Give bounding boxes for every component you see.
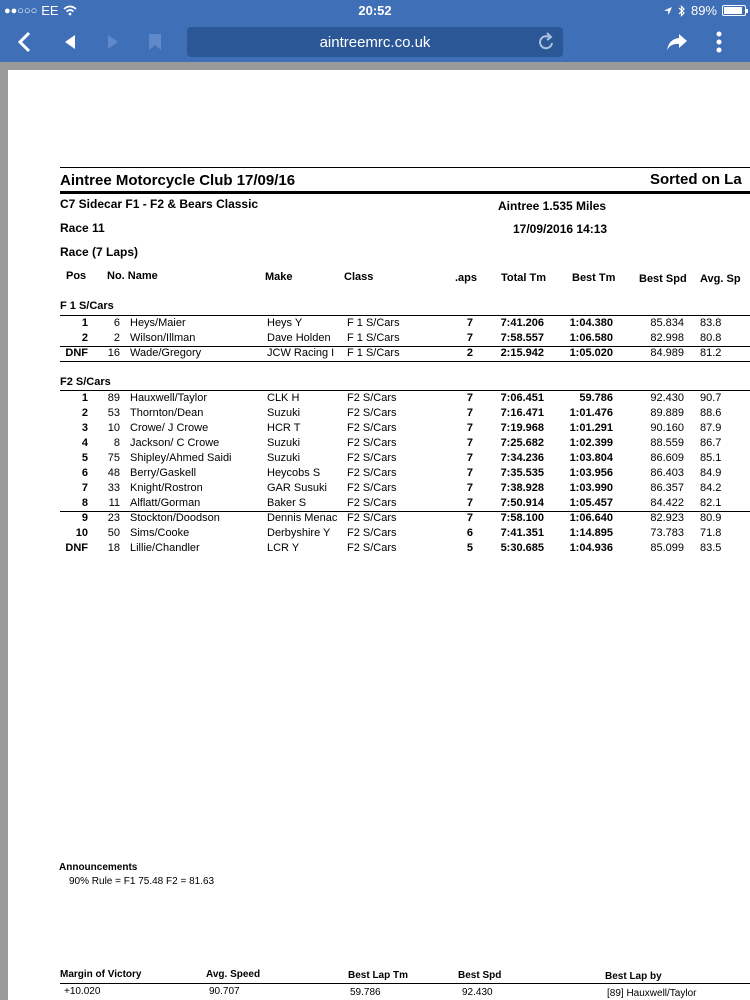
footer-best-lap-value: 59.786 [350,987,381,998]
cell-best: 1:01.476 [569,407,613,419]
cell-name: Wade/Gregory [130,347,202,359]
top-rule [60,167,750,168]
cell-laps: 7 [466,467,473,479]
bookmark-button[interactable] [141,28,169,56]
cell-name: Knight/Rostron [130,482,203,494]
close-tab-button[interactable] [10,28,38,56]
cell-name: Jackson/ C Crowe [130,437,220,449]
col-best-spd: Best Spd [639,273,687,285]
cell-laps: 2 [466,347,473,359]
cell-avg-spd: 90.7 [700,392,722,404]
cell-class: F 1 S/Cars [347,332,400,344]
cell-no: 10 [107,422,120,434]
title-rule [60,191,750,194]
footer-margin-label: Margin of Victory [60,969,142,980]
col-make: Make [265,271,293,283]
cell-laps: 5 [466,542,473,554]
footer-rule [60,983,750,984]
cell-make: Suzuki [267,452,301,464]
cell-no: 8 [113,437,120,449]
cell-best: 1:03.990 [569,482,613,494]
cell-class: F 1 S/Cars [347,317,400,329]
cell-total: 7:41.351 [500,527,544,539]
cell-total: 2:15.942 [500,347,544,359]
cell-class: F2 S/Cars [347,422,397,434]
cell-avg-spd: 82.1 [700,497,722,509]
cell-name: Shipley/Ahmed Saidi [130,452,232,464]
cell-class: F2 S/Cars [347,542,397,554]
cell-best: 59.786 [579,392,613,404]
cell-best-spd: 85.099 [650,542,684,554]
cell-laps: 7 [466,482,473,494]
cell-best-spd: 89.889 [650,407,684,419]
forward-button[interactable] [99,28,127,56]
cell-avg-spd: 84.9 [700,467,722,479]
clock: 20:52 [358,3,392,18]
cell-no: 53 [107,407,120,419]
race-number: Race 11 [60,221,105,235]
cell-pos: DNF [65,542,88,554]
cell-avg-spd: 81.2 [700,347,722,359]
cell-pos: 2 [81,332,88,344]
results-document [8,70,750,1000]
col-best: Best Tm [572,272,616,284]
battery-percent: 89% [690,3,717,18]
pdf-page [8,70,750,1000]
table-row [8,392,750,407]
table-row [8,542,750,557]
more-vertical-icon [716,31,722,53]
cell-laps: 7 [466,317,473,329]
circuit-name: Aintree 1.535 Miles [498,199,607,213]
group-label-f1: F 1 S/Cars [60,300,114,312]
group-label-f2: F2 S/Cars [60,376,111,388]
table-row [8,467,750,482]
cell-no: 48 [107,467,120,479]
cell-make: Dave Holden [267,332,331,344]
cell-no: 18 [107,542,120,554]
cell-best-spd: 86.403 [650,467,684,479]
cell-total: 7:41.206 [500,317,544,329]
cell-make: GAR Susuki [267,482,327,494]
cell-avg-spd: 86.7 [700,437,722,449]
sorted-label: Sorted on La [650,171,742,188]
footer-margin-value: +10.020 [64,986,101,997]
cell-no: 33 [107,482,120,494]
back-button[interactable] [56,28,84,56]
cell-laps: 7 [466,512,473,524]
cell-best: 1:14.895 [569,527,613,539]
cell-class: F2 S/Cars [347,452,397,464]
cell-total: 7:16.471 [500,407,544,419]
address-bar[interactable] [187,27,563,57]
col-no-name: No. Name [107,270,158,282]
table-row [8,437,750,452]
cell-make: Baker S [267,497,307,509]
footer-best-lap-label: Best Lap Tm [348,970,409,981]
cell-best-spd: 86.609 [650,452,684,464]
cell-name: Heys/Maier [130,317,186,329]
cell-make: Suzuki [267,407,301,419]
cell-avg-spd: 83.5 [700,542,722,554]
cell-avg-spd: 80.9 [700,512,722,524]
cell-name: Crowe/ J Crowe [130,422,209,434]
cell-pos: 2 [81,407,88,419]
status-bar [0,0,750,22]
cell-best: 1:05.020 [569,347,613,359]
table-row [8,497,750,512]
cell-make: Derbyshire Y [267,527,331,539]
cell-class: F2 S/Cars [347,437,397,449]
cell-name: Sims/Cooke [130,527,190,539]
cell-best-spd: 82.923 [650,512,684,524]
browser-toolbar [0,22,750,62]
cell-best: 1:03.804 [569,452,613,464]
announcements-text: 90% Rule = F1 75.48 F2 = 81.63 [69,876,215,887]
cell-best-spd: 86.357 [650,482,684,494]
col-total: Total Tm [501,272,547,284]
table-row [8,332,750,347]
cell-laps: 7 [466,392,473,404]
col-avg-spd: Avg. Sp [700,273,741,285]
table-row [8,512,750,527]
footer-best-spd-label: Best Spd [458,970,502,981]
cell-avg-spd: 88.6 [700,407,722,419]
cell-pos: 9 [81,512,88,524]
table-row [8,452,750,467]
reload-icon[interactable] [537,32,555,52]
cell-class: F2 S/Cars [347,392,397,404]
cell-class: F2 S/Cars [347,497,397,509]
announcements-title: Announcements [59,862,138,873]
cell-best-spd: 85.834 [650,317,684,329]
cell-make: CLK H [267,392,300,404]
cell-no: 75 [107,452,120,464]
url-text: aintreemrc.co.uk [319,33,431,51]
back-chevron-icon [16,31,32,53]
cell-no: 2 [113,332,120,344]
cell-laps: 7 [466,437,473,449]
document-title: Aintree Motorcycle Club 17/09/16 [60,172,296,189]
cell-best-spd: 84.422 [650,497,684,509]
cell-make: HCR T [267,422,301,434]
cell-pos: 3 [81,422,88,434]
cell-class: F2 S/Cars [347,482,397,494]
cell-pos: 8 [81,497,88,509]
cell-name: Berry/Gaskell [130,467,197,479]
cell-total: 7:06.451 [500,392,544,404]
cell-pos: 1 [81,392,88,404]
cell-name: Stockton/Doodson [130,512,220,524]
cell-laps: 7 [466,422,473,434]
cell-avg-spd: 85.1 [700,452,722,464]
col-laps: .aps [455,272,478,284]
race-laps: Race (7 Laps) [60,245,139,259]
cell-avg-spd: 80.8 [700,332,722,344]
cell-class: F2 S/Cars [347,512,397,524]
cell-best-spd: 84.989 [650,347,684,359]
cell-avg-spd: 71.8 [700,527,722,539]
cell-best: 1:02.399 [569,437,613,449]
cell-pos: 4 [81,437,88,449]
cell-class: F2 S/Cars [347,527,397,539]
cell-best-spd: 90.160 [650,422,684,434]
cell-pos: 5 [81,452,88,464]
cell-total: 7:34.236 [500,452,544,464]
cell-total: 7:25.682 [500,437,544,449]
cell-pos: 6 [81,467,88,479]
cell-laps: 7 [466,407,473,419]
table-row [8,422,750,437]
row-divider [60,361,750,362]
cell-total: 7:35.535 [500,467,544,479]
cell-best-spd: 73.783 [650,527,684,539]
cell-make: Heycobs S [267,467,321,479]
cell-class: F 1 S/Cars [347,347,400,359]
cell-total: 7:38.928 [500,482,544,494]
bookmark-icon [148,33,162,51]
cell-total: 7:58.557 [500,332,544,344]
table-row [8,347,750,362]
forward-arrow-icon [107,34,119,50]
cell-pos: 7 [81,482,88,494]
cell-total: 7:58.100 [500,512,544,524]
footer-avg-speed-value: 90.707 [209,986,240,997]
table-row [8,317,750,332]
cell-best: 1:03.956 [569,467,613,479]
cell-best: 1:01.291 [569,422,613,434]
cell-pos: 10 [75,527,88,539]
row-divider [60,346,750,347]
cell-best: 1:04.380 [569,317,613,329]
cell-name: Wilson/Illman [130,332,196,344]
cell-make: Suzuki [267,437,301,449]
share-arrow-icon [665,32,689,52]
cell-name: Lillie/Chandler [130,542,200,554]
battery-icon [722,5,746,16]
cell-no: 89 [107,392,120,404]
cell-total: 5:30.685 [500,542,544,554]
cell-laps: 7 [466,452,473,464]
footer-best-spd-value: 92.430 [462,987,493,998]
table-row [8,527,750,542]
signal-icon: ●●○○○ [4,4,38,17]
cell-no: 50 [107,527,120,539]
cell-best-spd: 92.430 [650,392,684,404]
carrier-label: EE [41,3,59,18]
footer-best-lap-by-label: Best Lap by [605,971,662,982]
cell-total: 7:19.968 [500,422,544,434]
cell-laps: 7 [466,332,473,344]
cell-best: 1:06.580 [569,332,613,344]
cell-best: 1:04.936 [569,542,613,554]
cell-name: Hauxwell/Taylor [130,392,208,404]
back-arrow-icon [64,34,76,50]
cell-make: Dennis Menac [267,512,338,524]
cell-no: 16 [107,347,120,359]
col-class: Class [344,271,374,283]
location-icon [663,6,673,16]
group-rule-f2 [60,390,750,391]
cell-no: 6 [113,317,120,329]
table-row [8,407,750,422]
cell-avg-spd: 84.2 [700,482,722,494]
cell-no: 11 [108,497,120,509]
cell-name: Alflatt/Gorman [130,497,201,509]
cell-total: 7:50.914 [500,497,544,509]
share-button[interactable] [663,28,691,56]
cell-pos: 1 [81,317,88,329]
cell-pos: DNF [65,347,88,359]
race-datetime: 17/09/2016 14:13 [513,222,608,236]
cell-best-spd: 88.559 [650,437,684,449]
footer-avg-speed-label: Avg. Speed [206,969,261,980]
menu-button[interactable] [705,28,733,56]
cell-laps: 6 [466,527,473,539]
cell-make: LCR Y [267,542,300,554]
cell-avg-spd: 87.9 [700,422,722,434]
footer-best-lap-by-value: [89] Hauxwell/Taylor [607,988,697,999]
cell-make: Heys Y [267,317,303,329]
group-rule-f1 [60,315,750,316]
cell-best-spd: 82.998 [650,332,684,344]
event-name: C7 Sidecar F1 - F2 & Bears Classic [60,197,259,211]
table-row [8,482,750,497]
cell-class: F2 S/Cars [347,407,397,419]
page-viewport[interactable] [0,62,750,1000]
bluetooth-icon [678,5,686,17]
col-pos: Pos [66,270,87,282]
cell-name: Thornton/Dean [130,407,204,419]
cell-no: 23 [107,512,120,524]
cell-best: 1:06.640 [569,512,613,524]
cell-avg-spd: 83.8 [700,317,722,329]
cell-best: 1:05.457 [569,497,613,509]
cell-class: F2 S/Cars [347,467,397,479]
cell-make: JCW Racing I [267,347,335,359]
cell-laps: 7 [466,497,473,509]
